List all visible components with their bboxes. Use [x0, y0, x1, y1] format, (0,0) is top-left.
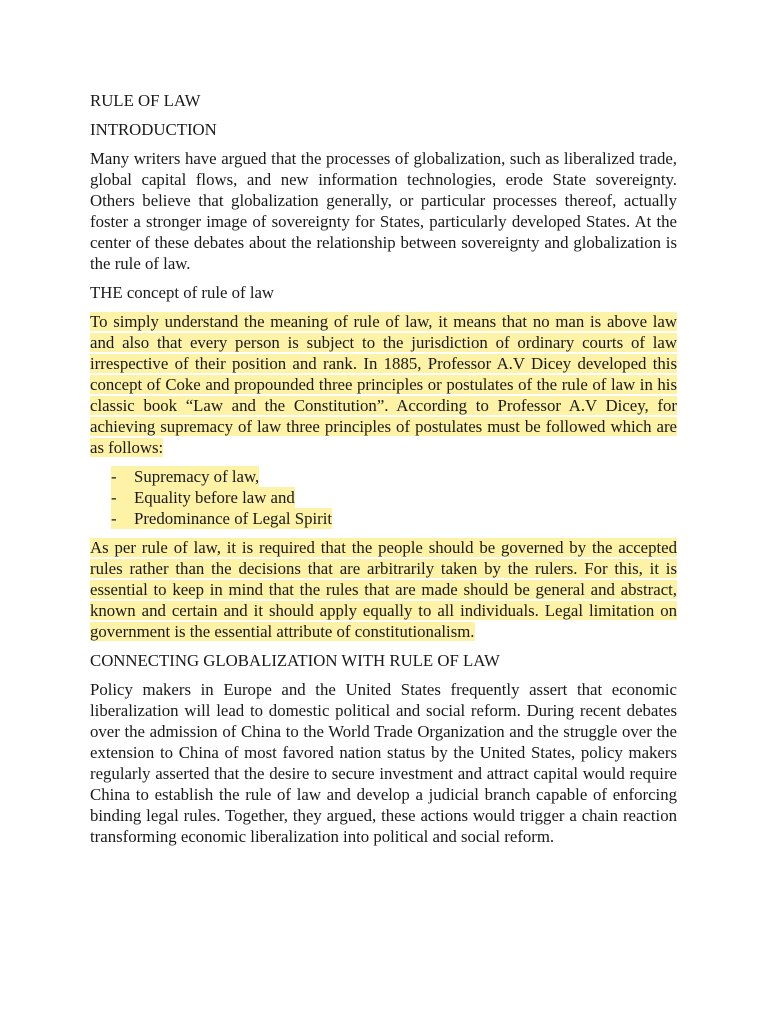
rule-paragraph — [90, 537, 677, 642]
concept-heading: THE concept of rule of law — [90, 283, 275, 302]
introduction-paragraph: Many writers have argued that the processes of globalization, such as liberalized trade, global capital flows, and new information technologies, erode State sovereignty. Others believe that globalization generally, or particular processes thereof, actually foster a stronger image of sovereignty for States, particularly developed States. At the center of these debates about the relationship between sovereignty and globalization is the rule of law. — [90, 149, 677, 273]
list-item-text: Equality before law and — [134, 488, 295, 507]
list-dash: - — [90, 508, 134, 529]
rule-paragraph-highlight: As per rule of law, it is required that the people should be governed by the accepted rules rather than the decisions that are arbitrarily taken by the rulers. For this, it is essential to keep in mind that the rules that are made should be general and abstract, known and certain and it should apply equally to all individuals. Legal limitation on government is the essential attribute of constitutionalism. — [90, 538, 677, 641]
list-dash: - — [90, 487, 134, 508]
list-item — [90, 508, 677, 529]
concept-paragraph — [90, 311, 677, 458]
list-item — [90, 466, 677, 487]
list-dash: - — [90, 466, 134, 487]
principles-list — [90, 466, 677, 529]
list-item-text: Supremacy of law, — [134, 467, 260, 486]
document-title: RULE OF LAW — [90, 91, 201, 110]
list-item-text: Predominance of Legal Spirit — [134, 509, 333, 528]
list-item — [90, 487, 677, 508]
connecting-paragraph: Policy makers in Europe and the United States frequently assert that economic liberalization will lead to domestic political and social reform. During recent debates over the admission of China to the World Trade Organization and the struggle over the extension to China of most favored nation status by the United States, policy makers regularly asserted that the desire to secure investment and attract capital would require China to establish the rule of law and develop a judicial branch capable of enforcing binding legal rules. Together, they argued, these actions would trigger a chain reaction transforming economic liberalization into political and social reform. — [90, 680, 677, 846]
connecting-heading: CONNECTING GLOBALIZATION WITH RULE OF LAW — [90, 651, 500, 670]
introduction-heading: INTRODUCTION — [90, 120, 217, 139]
document-page — [90, 90, 677, 847]
concept-paragraph-highlight: To simply understand the meaning of rule of law, it means that no man is above law and also that every person is subject to the jurisdiction of ordinary courts of law irrespective of their position and rank. In 1885, Professor A.V Dicey developed this concept of Coke and propounded three principles or postulates of the rule of law in his classic book “Law and the Constitution”. According to Professor A.V Dicey, for achieving supremacy of law three principles of postulates must be followed which are as follows: — [90, 312, 677, 457]
